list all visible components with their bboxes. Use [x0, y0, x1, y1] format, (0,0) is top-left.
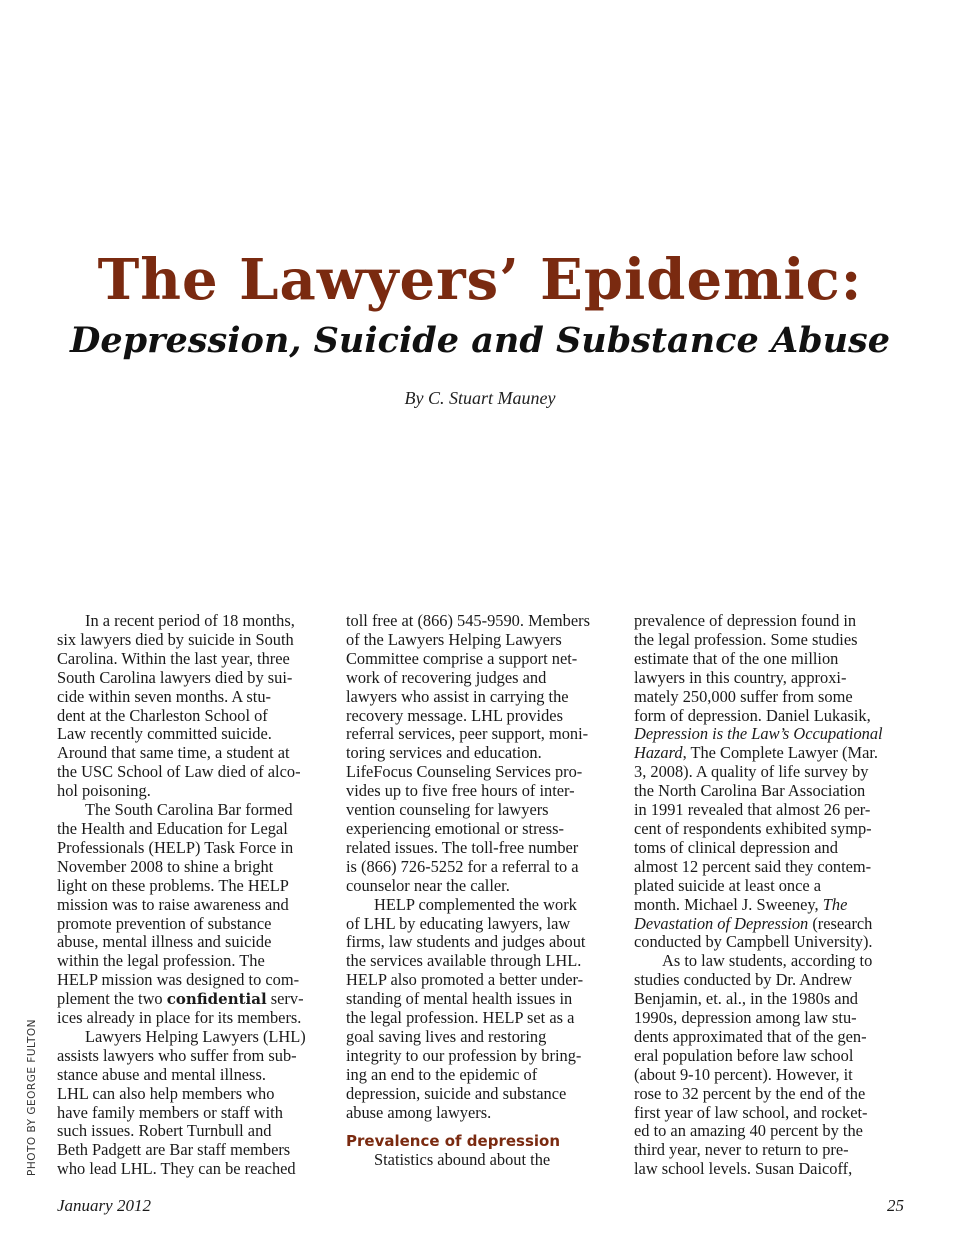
text-line: rose to 32 percent by the end of the	[634, 1083, 866, 1103]
text-line: of LHL by educating lawyers, law	[346, 913, 571, 933]
text-line-with-emphasis	[634, 896, 906, 915]
text-line: the North Carolina Bar Association	[634, 781, 866, 801]
text-line: assists lawyers who suffer from sub-	[57, 1045, 297, 1065]
text-line: form of depression. Daniel Lukasik,	[634, 705, 871, 725]
text-fragment: serv-	[270, 989, 304, 1009]
text-line: mately 250,000 suffer from some	[634, 686, 853, 706]
text-line: third year, never to return to pre-	[634, 1140, 849, 1160]
text-line: counselor near the caller.	[346, 875, 510, 895]
text-line: plated suicide at least once a	[634, 875, 822, 895]
text-line: first year of law school, and rocket-	[634, 1102, 868, 1122]
text-column-1	[57, 612, 327, 1179]
text-line: lawyers in this country, approxi-	[634, 667, 847, 687]
text-line: ing an end to the epidemic of	[346, 1064, 538, 1084]
text-line: depression, suicide and substance	[346, 1083, 567, 1103]
page-number: 25	[887, 1196, 904, 1215]
text-line: vides up to five free hours of inter-	[346, 781, 575, 801]
text-line: dents approximated that of the gen-	[634, 1026, 867, 1046]
text-line: Depression is the Law’s Occupational	[634, 724, 883, 744]
text-line: prevalence of depression found in	[634, 611, 857, 630]
text-line: experiencing emotional or stress-	[346, 818, 565, 838]
text-line: HELP complemented the work	[374, 894, 577, 914]
footer-date: January 2012	[57, 1196, 151, 1215]
article-byline: By C. Stuart Mauney	[404, 388, 556, 408]
text-line: of the Lawyers Helping Lawyers	[346, 629, 562, 649]
text-line-with-emphasis	[57, 990, 327, 1009]
text-line: (about 9-10 percent). However, it	[634, 1064, 853, 1084]
text-line: ed to an amazing 40 percent by the	[634, 1121, 863, 1141]
text-line: The South Carolina Bar formed	[85, 800, 293, 820]
text-line: estimate that of the one million	[634, 648, 839, 668]
text-line: conducted by Campbell University).	[634, 932, 873, 952]
text-line: who lead LHL. They can be reached	[57, 1159, 296, 1179]
text-line: the services available through LHL.	[346, 951, 582, 971]
text-line: November 2008 to shine a bright	[57, 856, 274, 876]
text-line: As to law students, according to	[662, 951, 873, 971]
text-column-2	[346, 612, 616, 1170]
text-line: vention counseling for lawyers	[346, 800, 549, 820]
text-line: abuse, mental illness and suicide	[57, 932, 272, 952]
text-line: promote prevention of substance	[57, 913, 272, 933]
text-line: toms of clinical depression and	[634, 837, 838, 857]
section-heading: Prevalence of depression	[346, 1132, 560, 1151]
text-line: ices already in place for its members.	[57, 1008, 302, 1028]
text-line: in 1991 revealed that almost 26 per-	[634, 800, 871, 820]
text-line: South Carolina lawyers died by sui-	[57, 667, 293, 687]
text-line: Around that same time, a student at	[57, 743, 290, 763]
text-line: have family members or staff with	[57, 1102, 283, 1122]
text-line: six lawyers died by suicide in South	[57, 629, 294, 649]
text-line: goal saving lives and restoring	[346, 1026, 547, 1046]
text-line-with-emphasis	[634, 915, 906, 934]
text-line: such issues. Robert Turnbull and	[57, 1121, 272, 1141]
text-line: recovery message. LHL provides	[346, 705, 563, 725]
text-line: referral services, peer support, moni-	[346, 724, 589, 744]
text-fragment: plement the two	[57, 989, 163, 1009]
text-line: Beth Padgett are Bar staff members	[57, 1140, 291, 1160]
text-line: Professionals (HELP) Task Force in	[57, 837, 294, 857]
text-line: light on these problems. The HELP	[57, 875, 289, 895]
text-line: eral population before law school	[634, 1045, 854, 1065]
text-line: stance abuse and mental illness.	[57, 1064, 266, 1084]
text-line: within the legal profession. The	[57, 951, 265, 971]
text-line: LHL can also help members who	[57, 1083, 275, 1103]
italic-fragment: The	[822, 894, 848, 914]
text-line: studies conducted by Dr. Andrew	[634, 970, 853, 990]
text-line: law school levels. Susan Daicoff,	[634, 1159, 853, 1179]
text-line: the legal profession. Some studies	[634, 629, 858, 649]
text-line: HELP mission was designed to com-	[57, 970, 300, 990]
text-line: Committee comprise a support net-	[346, 648, 578, 668]
text-line: firms, law students and judges about	[346, 932, 586, 952]
text-line: the Health and Education for Legal	[57, 818, 288, 838]
text-line: HELP also promoted a better under-	[346, 970, 584, 990]
text-line: lawyers who assist in carrying the	[346, 686, 569, 706]
text-line: 1990s, depression among law stu-	[634, 1008, 857, 1028]
text-line: In a recent period of 18 months,	[85, 611, 295, 630]
text-line: toring services and education.	[346, 743, 542, 763]
text-line: Lawyers Helping Lawyers (LHL)	[85, 1026, 306, 1046]
text-line: Law recently committed suicide.	[57, 724, 272, 744]
text-line: is (866) 726-5252 for a referral to a	[346, 856, 579, 876]
text-line: Benjamin, et. al., in the 1980s and	[634, 989, 858, 1009]
text-line: the USC School of Law died of alco-	[57, 762, 301, 782]
text-fragment: (research	[812, 913, 873, 933]
article-title: The Lawyers’ Epidemic:	[97, 247, 863, 313]
text-line: hol poisoning.	[57, 781, 151, 801]
text-fragment: , The Complete Lawyer (Mar.	[682, 743, 878, 763]
photo-credit: PHOTO BY GEORGE FULTON	[26, 1019, 38, 1176]
text-line: LifeFocus Counseling Services pro-	[346, 762, 583, 782]
text-line: dent at the Charleston School of	[57, 705, 268, 725]
text-line: work of recovering judges and	[346, 667, 547, 687]
italic-fragment: Devastation of Depression	[634, 913, 809, 933]
text-line: toll free at (866) 545-9590. Members	[346, 611, 590, 630]
article-subtitle: Depression, Suicide and Substance Abuse	[69, 320, 890, 361]
text-line: integrity to our profession by bring-	[346, 1045, 582, 1065]
text-line-with-emphasis	[634, 744, 906, 763]
text-line: mission was to raise awareness and	[57, 894, 289, 914]
text-line: cent of respondents exhibited symp-	[634, 818, 872, 838]
text-fragment: month. Michael J. Sweeney,	[634, 894, 819, 914]
text-line: almost 12 percent said they contem-	[634, 856, 872, 876]
text-line: Carolina. Within the last year, three	[57, 648, 290, 668]
text-line: cide within seven months. A stu-	[57, 686, 271, 706]
text-line: 3, 2008). A quality of life survey by	[634, 762, 869, 782]
text-line: the legal profession. HELP set as a	[346, 1008, 575, 1028]
text-line: related issues. The toll-free number	[346, 837, 579, 857]
text-line: Statistics abound about the	[374, 1150, 551, 1170]
text-line: abuse among lawyers.	[346, 1102, 492, 1122]
italic-fragment: Hazard	[634, 743, 683, 763]
text-line: standing of mental health issues in	[346, 989, 573, 1009]
text-column-3	[634, 612, 906, 1179]
emphasis-word: confidential	[166, 990, 267, 1009]
